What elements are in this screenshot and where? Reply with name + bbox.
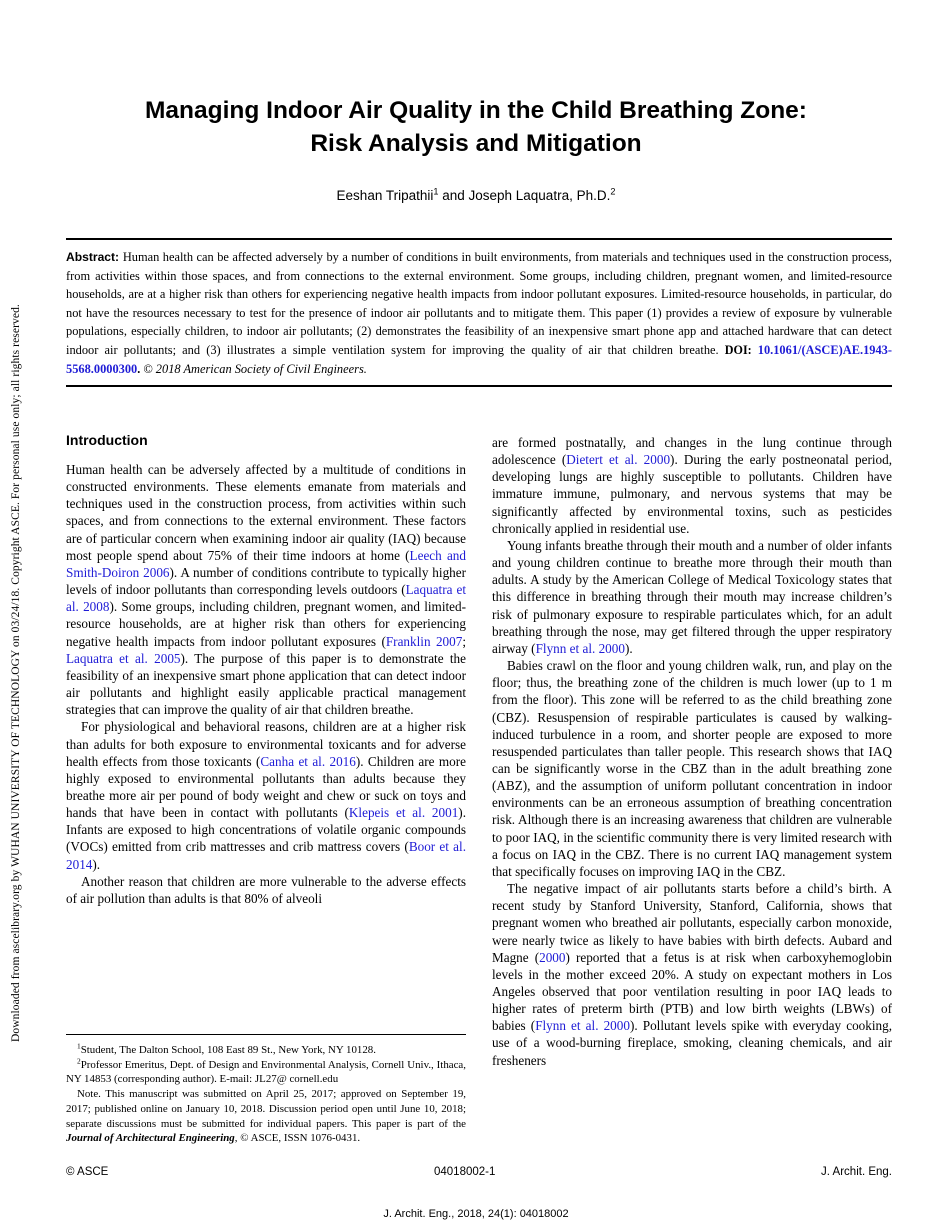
text-segment: and Joseph Laquatra, Ph.D. (438, 188, 611, 203)
text-segment: Babies crawl on the floor and young children walk, run, and play on the floor; thus, the breathing zone of the children is much lower (up to 1 m from the floor). This zone will be referred to as the child breathing zone (CBZ). Resuspension of respirable particulates is caused by walking-induced turbulence in a room, and shorter people are exposed to more resuspended particulates than taller people. This research shows that IAQ can be significantly worse in the CBZ than in the adult breathing zone (ABZ), and the assumption of uniform pollutant concentration in indoor environments can be an erroneous assumption of breathing concentration risk. Although there is an increasing awareness that children are vulnerable to poor IAQ, in the scientific community there is very limited research with a focus on IAQ in the CBZ. There is no current IAQ management system that specifically focuses on improving IAQ in the CBZ. (492, 658, 892, 879)
text-segment: Journal of Architectural Engineering (66, 1132, 235, 1145)
text-segment: ; (462, 633, 466, 649)
text-segment: © 2018 American Society of Civil Engineers. (143, 361, 367, 376)
footnote-note (66, 1087, 466, 1146)
footer-copyright: © ASCE (66, 1166, 109, 1178)
page-footer (66, 1166, 892, 1178)
abstract-text (66, 248, 892, 378)
text-segment: ). The purpose of this paper is to demonstrate the feasibility of an inexpensive smart phone application that can detect indoor air pollutants and highlight easily applicable practical management strategies that can improve the quality of air that children breathe. (66, 650, 466, 718)
text-segment: ). During the early postneonatal period, developing lungs are highly susceptible to pollutants. Children have immature immune, pulmonary, and nervous systems that may be significantly affected by environmental toxins, such as pesticides chronically applied in residential use. (492, 452, 892, 536)
text-segment: ). Children are more highly exposed to environmental pollutants than adults because they breathe more air per pound of body weight and chew or suck on toys and hands that have been in contact with pollutants ( (66, 753, 466, 821)
text-segment: ). A number of conditions contribute to typically higher levels of indoor pollutants than corresponding levels outdoors ( (66, 564, 466, 598)
text-segment: Young infants breathe through their mouth and a number of older infants and young children continue to breathe more through their mouth than adults. A study by the American College of Medical Toxicology states that this difference in breathing through their mouth may increase children’s risk of pulmonary exposure to respirable particulates which, for an adult breathing through the nose, may get filtered through the upper respiratory airway ( (492, 537, 892, 656)
citation-link[interactable]: Boor et al. 2014 (66, 839, 466, 872)
citation-link[interactable]: 2000 (539, 949, 566, 965)
citation-link[interactable]: Laquatra et al. 2008 (66, 582, 466, 615)
doi-link[interactable]: 10.1061/(ASCE)AE.1943-5568.0000300 (66, 342, 892, 376)
text-segment: The negative impact of air pollutants starts before a child’s birth. A recent study by Stanford University, Stanford, California, shows that pregnant women who breathed air pollutants, especially carbon monoxide, were nearly twice as likely to have babies with birth defects. Aubard and Magne ( (492, 881, 892, 965)
citation-link[interactable]: Dietert et al. 2000 (566, 452, 671, 468)
right-column (492, 432, 892, 1146)
text-segment: Human health can be adversely affected by a multitude of conditions in constructed environments. These elements emanate from materials and techniques used in the construction process, from activities within such spaces, and from connections to the external environment. These factors are of particular concern when examining indoor air quality (IAQ) because most people spend about 75% of their time indoors at home ( (66, 462, 466, 563)
citation-link[interactable]: Franklin 2007 (385, 633, 463, 649)
citation-link[interactable]: Laquatra et al. 2005 (66, 650, 181, 666)
text-segment: For physiological and behavioral reasons, children are at a higher risk than adults for both exposure to environmental toxicants and for adverse health effects from those toxicants ( (66, 719, 466, 769)
text-segment: 1 (433, 186, 439, 197)
left-column (66, 432, 466, 1146)
authors-line (0, 188, 952, 203)
text-segment: Abstract: (66, 250, 123, 264)
body-paragraph-1 (492, 434, 892, 537)
page-title (0, 94, 952, 160)
title-line-1: Managing Indoor Air Quality in the Child Breathing Zone: (145, 97, 807, 124)
intro-paragraph-3 (66, 873, 466, 907)
text-segment: 2 (77, 1056, 81, 1066)
citation-link[interactable]: Flynn et al. 2000 (535, 640, 625, 656)
citation-link[interactable]: Canha et al. 2016 (260, 753, 356, 769)
text-segment: 2 (610, 186, 616, 197)
text-segment: Human health can be affected adversely by a number of conditions in built environments, from materials and techniques used in the construction process, from activities within those spaces, and from connections to the external environment. Some groups, including children, pregnant women, and limited-resource households, are at a higher risk than others for experiencing negative health impacts from indoor pollutant exposures. Limited-resource households, in particular, do not have the resources necessary to test for the presence of indoor air pollutants and to mitigate them. This paper (1) provides a review of exposure by vulnerable populations, especially children, to indoor air pollutants; (2) demonstrates the feasibility of an inexpensive smart phone app and attached hardware that can detect indoor air pollutants; and (3) illustrates a simple ventilation system for improving the quality of air that children breathe. (66, 250, 892, 357)
text-segment: , © ASCE, ISSN 1076-0431. (234, 1132, 361, 1145)
citation-link[interactable]: Klepeis et al. 2001 (348, 805, 459, 821)
citation-line: J. Archit. Eng., 2018, 24(1): 04018002 (383, 1208, 569, 1220)
text-segment: Eeshan Tripathii (336, 188, 434, 203)
text-segment: are formed postnatally, and changes in the lung continue through adolescence ( (492, 435, 892, 468)
two-column-body (66, 432, 892, 1146)
footnote-1 (66, 1043, 466, 1058)
text-segment: Another reason that children are more vulnerable to the adverse effects of air pollution than adults is that 80% of alveoli (66, 873, 466, 906)
body-paragraph-4 (492, 880, 892, 1069)
text-segment: ). (92, 856, 101, 872)
text-segment: Note. This manuscript was submitted on April 25, 2017; approved on September 19, 2017; published online on January 10, 2018. Discussion period open until June 10, 2018; separate discussions must be submitted for individual papers. This paper is part of the (66, 1088, 466, 1130)
download-watermark: Downloaded from ascelibrary.org by WUHAN UNIVERSITY OF TECHNOLOGY on 03/24/18. Copyright ASCE. For personal use only; all rights reserved. (10, 304, 22, 1042)
text-segment: ). (624, 640, 633, 656)
section-heading-introduction: Introduction (66, 432, 148, 448)
footnote-2 (66, 1058, 466, 1087)
text-segment: Professor Emeritus, Dept. of Design and Environmental Analysis, Cornell Univ., Ithaca, NY 14853 (corresponding author). E-mail: JL27@ cornell.edu (66, 1058, 466, 1086)
intro-paragraph-2 (66, 718, 466, 872)
text-segment: ). Infants are exposed to high concentrations of volatile organic compounds (VOCs) emitted from crib mattresses and crib mattress covers ( (66, 805, 466, 855)
text-segment: ). Pollutant levels spike with everyday cooking, use of a wood-burning fireplace, smoking, cleaning chemicals, and air fresheners (492, 1018, 892, 1068)
citation-link[interactable]: Flynn et al. 2000 (535, 1018, 630, 1034)
body-paragraph-2 (492, 537, 892, 657)
body-paragraph-3 (492, 657, 892, 880)
citation-link[interactable]: Leech and Smith-Doiron 2006 (66, 547, 466, 580)
footnotes-block (66, 1034, 466, 1146)
intro-paragraph-1 (66, 461, 466, 718)
footer-journal-abbrev: J. Archit. Eng. (821, 1166, 892, 1178)
text-segment: ). Some groups, including children, pregnant women, and limited-resource households, are at higher risk than others for experiencing negative health impacts from indoor pollutant exposures ( (66, 599, 466, 649)
text-segment: ) reported that a fetus is at risk when carboxyhemoglobin levels in the mother exceed 20%. A study on expectant mothers in Los Angeles observed that poor ventilation resulting in poor IAQ leads to higher rates of preterm birth (PTB) and low birth weights (LBWs) of babies ( (492, 949, 892, 1034)
text-segment: . (137, 361, 144, 376)
title-line-2: Risk Analysis and Mitigation (310, 130, 642, 157)
abstract-block (66, 238, 892, 387)
footer-page-number: 04018002-1 (434, 1166, 496, 1178)
text-segment: Student, The Dalton School, 108 East 89 St., New York, NY 10128. (80, 1044, 376, 1057)
text-segment: DOI: (724, 342, 758, 357)
text-segment: 1 (77, 1041, 81, 1051)
